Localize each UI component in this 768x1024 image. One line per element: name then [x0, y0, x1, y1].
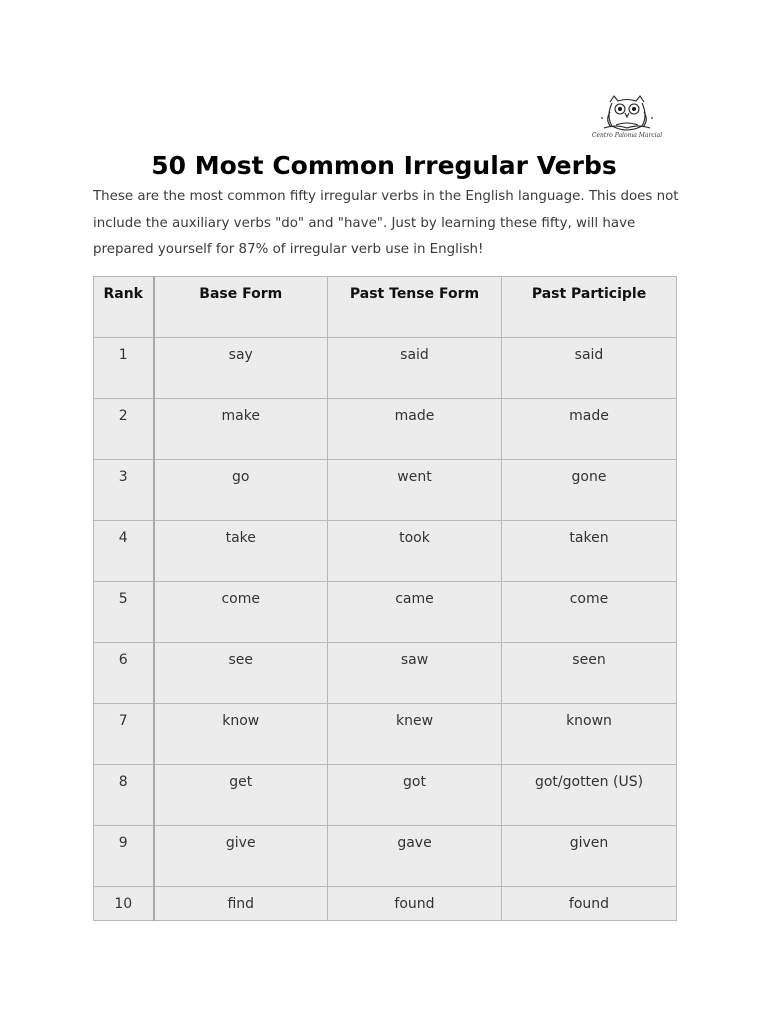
base-form-cell: know	[154, 704, 328, 765]
rank-cell: 10	[94, 887, 154, 921]
rank-cell: 6	[94, 643, 154, 704]
table-row	[94, 338, 677, 399]
base-form-cell: make	[154, 399, 328, 460]
rank-cell: 7	[94, 704, 154, 765]
logo-caption: Centro Paloma Marcial	[591, 132, 663, 139]
past-participle-cell: known	[502, 704, 677, 765]
base-form-cell: say	[154, 338, 328, 399]
past-tense-cell: knew	[328, 704, 502, 765]
past-tense-cell: gave	[328, 826, 502, 887]
verb-table	[93, 276, 677, 921]
intro-paragraph: These are the most common fifty irregular verbs in the English language. This does not include the auxiliary verbs "do" and "have". Just by learning these fifty, will have prepared yourself for 87% of irregular verb use in English!	[93, 189, 679, 257]
rank-cell: 2	[94, 399, 154, 460]
rank-cell: 1	[94, 338, 154, 399]
rank-cell: 9	[94, 826, 154, 887]
past-tense-cell: found	[328, 887, 502, 921]
owl-icon	[588, 94, 666, 134]
logo	[588, 94, 666, 148]
table-row	[94, 521, 677, 582]
table-row	[94, 582, 677, 643]
table-row	[94, 704, 677, 765]
rank-cell: 5	[94, 582, 154, 643]
past-tense-cell: went	[328, 460, 502, 521]
past-participle-cell: got/gotten (US)	[502, 765, 677, 826]
header-past-participle: Past Participle	[502, 277, 677, 338]
table-row	[94, 460, 677, 521]
past-tense-cell: saw	[328, 643, 502, 704]
table-row	[94, 399, 677, 460]
past-tense-cell: made	[328, 399, 502, 460]
past-participle-cell: given	[502, 826, 677, 887]
base-form-cell: see	[154, 643, 328, 704]
table-row	[94, 826, 677, 887]
base-form-cell: get	[154, 765, 328, 826]
past-participle-cell: made	[502, 399, 677, 460]
past-tense-cell: took	[328, 521, 502, 582]
past-participle-cell: found	[502, 887, 677, 921]
past-participle-cell: said	[502, 338, 677, 399]
header-rank: Rank	[94, 277, 154, 338]
table-row	[94, 643, 677, 704]
past-tense-cell: came	[328, 582, 502, 643]
base-form-cell: take	[154, 521, 328, 582]
past-participle-cell: gone	[502, 460, 677, 521]
past-participle-cell: taken	[502, 521, 677, 582]
past-tense-cell: said	[328, 338, 502, 399]
table-header-row	[94, 277, 677, 338]
header-base-form: Base Form	[154, 277, 328, 338]
past-participle-cell: come	[502, 582, 677, 643]
base-form-cell: come	[154, 582, 328, 643]
rank-cell: 4	[94, 521, 154, 582]
table-row	[94, 887, 677, 921]
past-participle-cell: seen	[502, 643, 677, 704]
base-form-cell: give	[154, 826, 328, 887]
header-past-tense: Past Tense Form	[328, 277, 502, 338]
base-form-cell: go	[154, 460, 328, 521]
past-tense-cell: got	[328, 765, 502, 826]
page-title: 50 Most Common Irregular Verbs	[151, 151, 617, 180]
base-form-cell: find	[154, 887, 328, 921]
rank-cell: 8	[94, 765, 154, 826]
rank-cell: 3	[94, 460, 154, 521]
table-row	[94, 765, 677, 826]
